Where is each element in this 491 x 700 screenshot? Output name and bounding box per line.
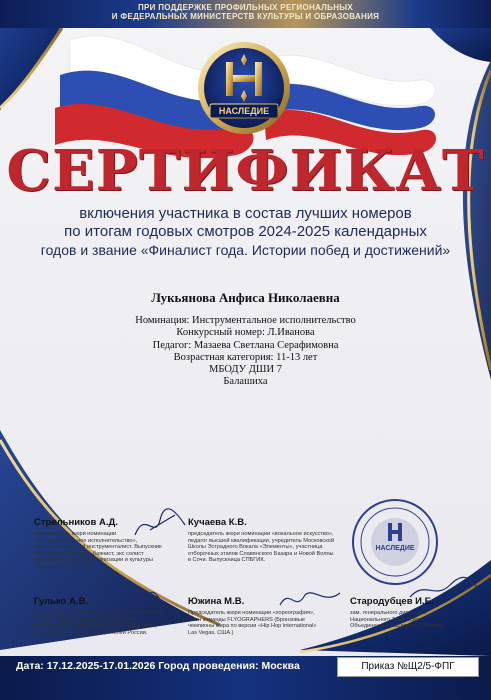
detail-line: Балашиха [223, 376, 268, 388]
subtitle-line3: годов и звание «Финалист года. Истории побед и достижений» [40, 242, 451, 258]
signature-icon [130, 505, 190, 545]
logo-text: НАСЛЕДИЕ [218, 106, 270, 116]
recipient-name: Лукьянова Анфиса Николаевна [151, 290, 340, 305]
top-banner-line1: ПРИ ПОДДЕРЖКЕ ПРОФИЛЬНЫХ РЕГИОНАЛЬНЫХ [137, 3, 354, 12]
detail-line: Номинация: Инструментальное исполнительство [135, 315, 356, 326]
detail-line: МБОДУ ДШИ 7 [209, 364, 282, 376]
seal-stamp-icon [350, 497, 440, 587]
seal-text: НАСЛЕДИЕ [375, 545, 415, 552]
detail-line: Конкурсный номер: Л.Иванова [176, 327, 315, 339]
jury-description: Председатель жюри номинации «хореография», Член команды FLYOGRAPHERS (Бронзовые чемпионы мира по версии «Hip Hop international» Las Vegas, США.) [188, 610, 317, 636]
jury-member [188, 517, 338, 564]
heritage-logo-icon [196, 40, 292, 136]
detail-line: Возрастная категория: 11-13 лет [173, 351, 318, 363]
jury-name: Стрельников А.Д. [34, 517, 118, 528]
subtitle-line2: по итогам годовых смотров 2024-2025 календарных [64, 223, 427, 240]
certificate-title: СЕРТИФИКАТ [6, 138, 485, 204]
top-banner-line2: И ФЕДЕРАЛЬНЫХ МИНИСТЕРСТВ КУЛЬТУРЫ И ОБРАЗОВАНИЯ [111, 12, 380, 21]
jury-name: Южина М.В. [188, 596, 245, 607]
jury-description: Председатель жюри номинации «художественное слово», «Театр», актриса театра и кино, руководитель театральной студии «ЭМО ция», член Союза театральных деятелей России. [34, 610, 165, 636]
detail-line: Педагог: Мазаева Светлана Серафимовна [152, 339, 339, 351]
jury-name: Гулько А.В. [34, 596, 89, 607]
top-banner [0, 0, 491, 28]
signature-icon [275, 585, 345, 615]
jury-name: Кучаева К.В. [188, 517, 247, 528]
details-block [0, 315, 491, 389]
subtitle-line1: включения участника в состав лучших номеров [79, 205, 412, 222]
jury-description: председатель жюри номинации «Инструментальное исполнительство», профессиональный инструменталист. Выпускник РАМ имени Гнесиных, баянист, экс солист народного коллектива стилизации и культуры «Матрешка» г. Москва. [34, 531, 162, 570]
footer-dates: Дата: 17.12.2025-17.01.2026 Город проведения: Москва [16, 660, 300, 672]
certificate-subtitle [40, 205, 451, 259]
signature-icon [120, 590, 170, 620]
jury-name: Стародубцев И.Е. [350, 596, 434, 607]
jury-description: председатель жюри номинации «вокальное искусство», педагог высшей квалификации, учредитель Московской Школы Эстрадного Вокала «Элементы», участница отборочных этапов Славянского Базара и Новой Волны в Сочи. Выпускница СПБГИК. [188, 531, 334, 564]
order-number: Приказ №Щ2/5-ФПГ [337, 657, 479, 677]
jury-description: зам. генерального директора Национального Творческого Объединения «Наследие» г.Москва. [350, 610, 445, 630]
